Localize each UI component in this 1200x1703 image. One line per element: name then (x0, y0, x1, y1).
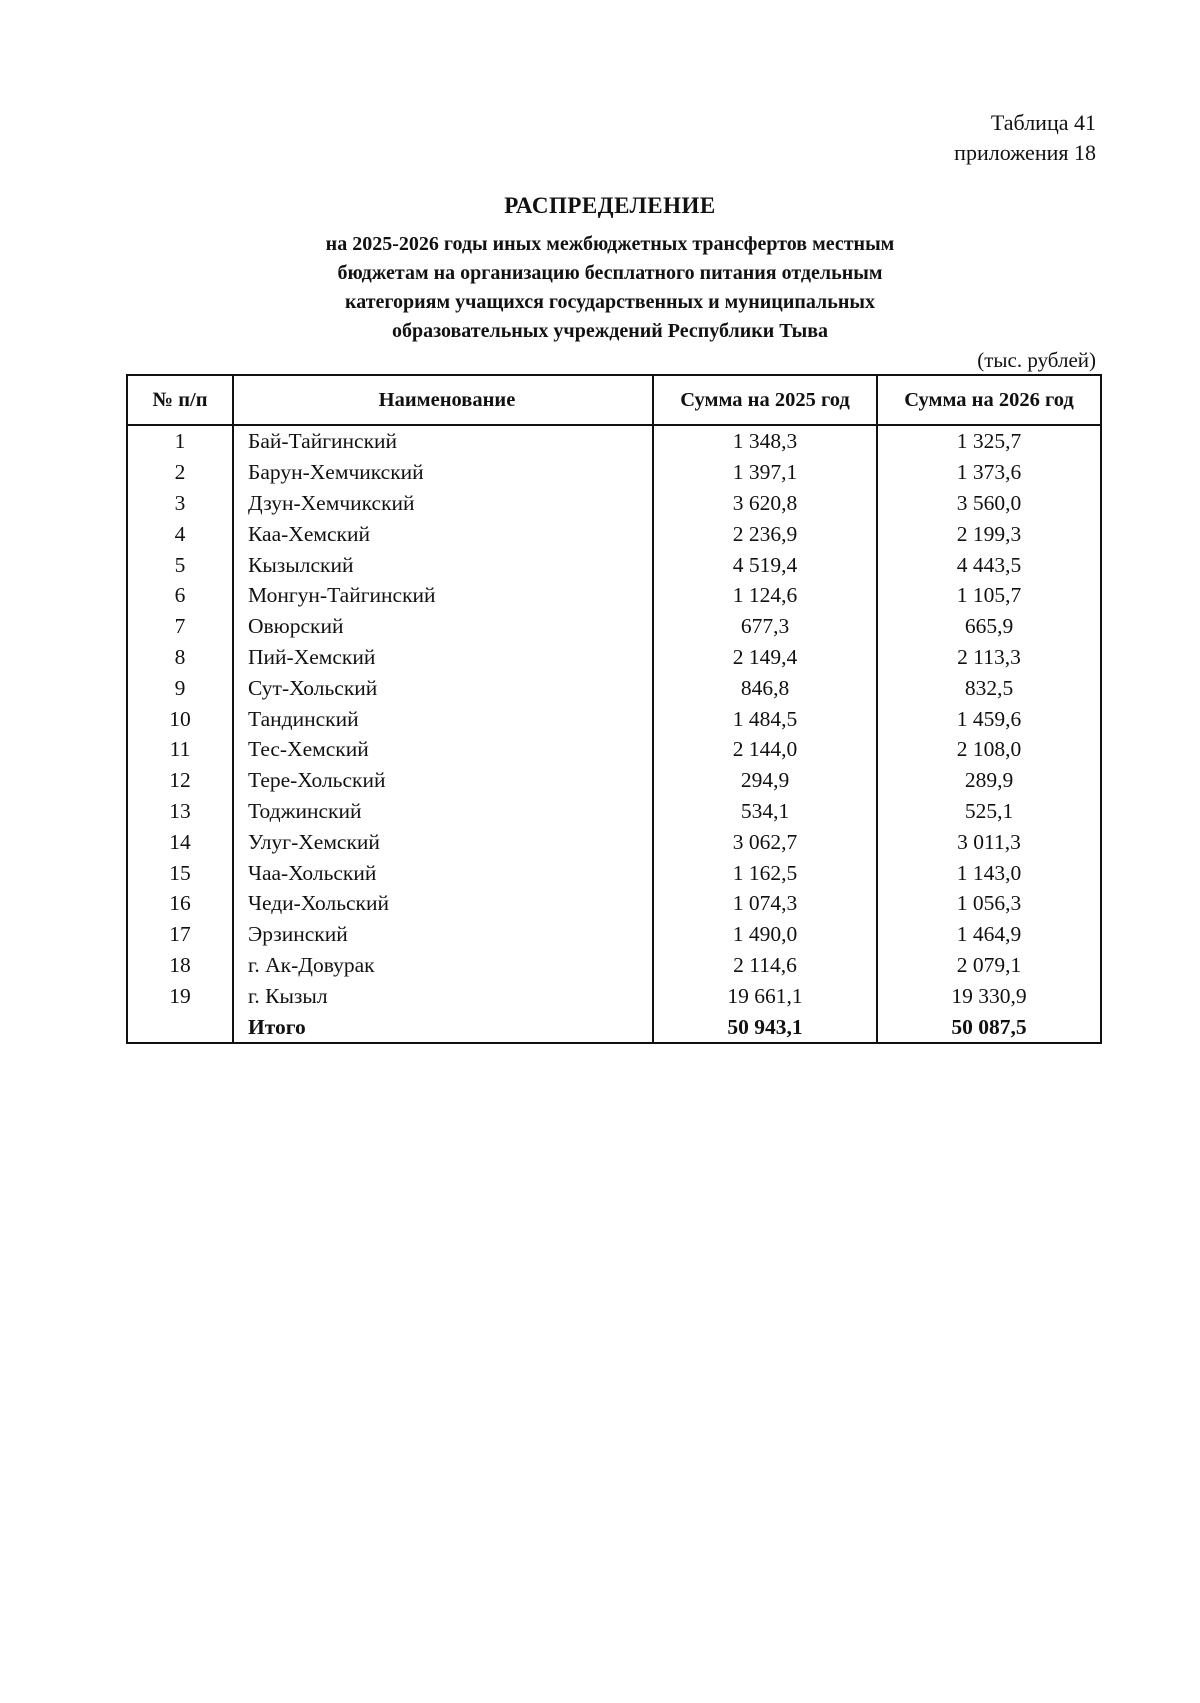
row-number: 10 (127, 703, 233, 734)
table-row (127, 796, 1101, 827)
table-body (127, 425, 1101, 1043)
table-row (127, 888, 1101, 919)
column-header-name: Наименование (233, 375, 653, 425)
table-row (127, 611, 1101, 642)
row-name: Сут-Хольский (233, 672, 653, 703)
row-sum-2025: 2 236,9 (653, 518, 877, 549)
row-number: 14 (127, 826, 233, 857)
subtitle-line: на 2025-2026 годы иных межбюджетных трансфертов местным (325, 233, 895, 255)
table-row (127, 549, 1101, 580)
row-sum-2025: 3 062,7 (653, 826, 877, 857)
distribution-table (126, 374, 1102, 1044)
row-number: 1 (127, 425, 233, 457)
subtitle-line: бюджетам на организацию бесплатного питания отдельным (337, 262, 883, 284)
column-header-2025: Сумма на 2025 год (653, 375, 877, 425)
row-number: 6 (127, 580, 233, 611)
row-number: 7 (127, 611, 233, 642)
document-title: РАСПРЕДЕЛЕНИЕ (504, 193, 716, 218)
row-sum-2026: 2 079,1 (877, 950, 1101, 981)
row-name: Улуг-Хемский (233, 826, 653, 857)
total-sum-2026: 50 087,5 (877, 1011, 1101, 1043)
row-sum-2025: 1 348,3 (653, 425, 877, 457)
row-name: Бай-Тайгинский (233, 425, 653, 457)
row-number: 8 (127, 642, 233, 673)
row-name: Пий-Хемский (233, 642, 653, 673)
row-name: Дзун-Хемчикский (233, 488, 653, 519)
row-number: 16 (127, 888, 233, 919)
row-sum-2026: 2 113,3 (877, 642, 1101, 673)
row-sum-2026: 3 560,0 (877, 488, 1101, 519)
total-sum-2025: 50 943,1 (653, 1011, 877, 1043)
table-row (127, 765, 1101, 796)
table-row (127, 488, 1101, 519)
row-sum-2025: 677,3 (653, 611, 877, 642)
row-sum-2025: 2 149,4 (653, 642, 877, 673)
row-sum-2026: 2 199,3 (877, 518, 1101, 549)
row-number: 11 (127, 734, 233, 765)
row-sum-2026: 1 325,7 (877, 425, 1101, 457)
table-row (127, 580, 1101, 611)
column-header-number: № п/п (127, 375, 233, 425)
row-number: 12 (127, 765, 233, 796)
row-sum-2025: 846,8 (653, 672, 877, 703)
row-sum-2026: 1 464,9 (877, 919, 1101, 950)
row-sum-2025: 1 397,1 (653, 457, 877, 488)
row-sum-2026: 525,1 (877, 796, 1101, 827)
row-sum-2025: 19 661,1 (653, 980, 877, 1011)
row-number: 13 (127, 796, 233, 827)
row-number: 4 (127, 518, 233, 549)
row-sum-2026: 1 143,0 (877, 857, 1101, 888)
row-number: 18 (127, 950, 233, 981)
table-row (127, 518, 1101, 549)
row-sum-2025: 1 074,3 (653, 888, 877, 919)
row-sum-2025: 1 484,5 (653, 703, 877, 734)
table-row (127, 457, 1101, 488)
table-row (127, 672, 1101, 703)
row-name: Эрзинский (233, 919, 653, 950)
row-sum-2026: 289,9 (877, 765, 1101, 796)
document-subtitle (250, 230, 970, 346)
table-header-row (127, 375, 1101, 425)
row-number: 3 (127, 488, 233, 519)
table-row (127, 425, 1101, 457)
row-sum-2026: 1 056,3 (877, 888, 1101, 919)
row-sum-2026: 1 459,6 (877, 703, 1101, 734)
total-number (127, 1011, 233, 1043)
row-name: Овюрский (233, 611, 653, 642)
row-sum-2026: 832,5 (877, 672, 1101, 703)
table-row (127, 642, 1101, 673)
row-sum-2025: 3 620,8 (653, 488, 877, 519)
row-number: 15 (127, 857, 233, 888)
total-label: Итого (233, 1011, 653, 1043)
row-name: Тере-Хольский (233, 765, 653, 796)
row-number: 17 (127, 919, 233, 950)
units-note: (тыс. рублей) (977, 348, 1096, 372)
subtitle-line: образовательных учреждений Республики Тыва (391, 320, 829, 342)
row-name: Чаа-Хольский (233, 857, 653, 888)
row-sum-2026: 19 330,9 (877, 980, 1101, 1011)
row-sum-2026: 1 105,7 (877, 580, 1101, 611)
table-row (127, 857, 1101, 888)
row-name: Барун-Хемчикский (233, 457, 653, 488)
table-row (127, 826, 1101, 857)
row-name: г. Кызыл (233, 980, 653, 1011)
row-number: 2 (127, 457, 233, 488)
row-sum-2026: 3 011,3 (877, 826, 1101, 857)
row-sum-2025: 4 519,4 (653, 549, 877, 580)
row-sum-2026: 1 373,6 (877, 457, 1101, 488)
row-sum-2026: 4 443,5 (877, 549, 1101, 580)
row-sum-2026: 2 108,0 (877, 734, 1101, 765)
row-sum-2025: 1 162,5 (653, 857, 877, 888)
row-number: 9 (127, 672, 233, 703)
row-sum-2025: 2 144,0 (653, 734, 877, 765)
table-reference (954, 108, 1096, 168)
row-name: Кызылский (233, 549, 653, 580)
table-row (127, 703, 1101, 734)
table-total-row (127, 1011, 1101, 1043)
row-sum-2025: 1 124,6 (653, 580, 877, 611)
appendix-number: приложения 18 (954, 140, 1096, 165)
row-name: Тандинский (233, 703, 653, 734)
column-header-2026: Сумма на 2026 год (877, 375, 1101, 425)
row-name: Чеди-Хольский (233, 888, 653, 919)
row-sum-2026: 665,9 (877, 611, 1101, 642)
row-number: 19 (127, 980, 233, 1011)
table-number: Таблица 41 (990, 110, 1096, 135)
table-row (127, 980, 1101, 1011)
table-row (127, 734, 1101, 765)
subtitle-line: категориям учащихся государственных и муниципальных (345, 291, 875, 313)
row-number: 5 (127, 549, 233, 580)
table-row (127, 950, 1101, 981)
row-name: г. Ак-Довурак (233, 950, 653, 981)
row-name: Тес-Хемский (233, 734, 653, 765)
row-name: Монгун-Тайгинский (233, 580, 653, 611)
table-row (127, 919, 1101, 950)
row-sum-2025: 1 490,0 (653, 919, 877, 950)
row-sum-2025: 534,1 (653, 796, 877, 827)
row-sum-2025: 294,9 (653, 765, 877, 796)
row-name: Каа-Хемский (233, 518, 653, 549)
row-sum-2025: 2 114,6 (653, 950, 877, 981)
row-name: Тоджинский (233, 796, 653, 827)
